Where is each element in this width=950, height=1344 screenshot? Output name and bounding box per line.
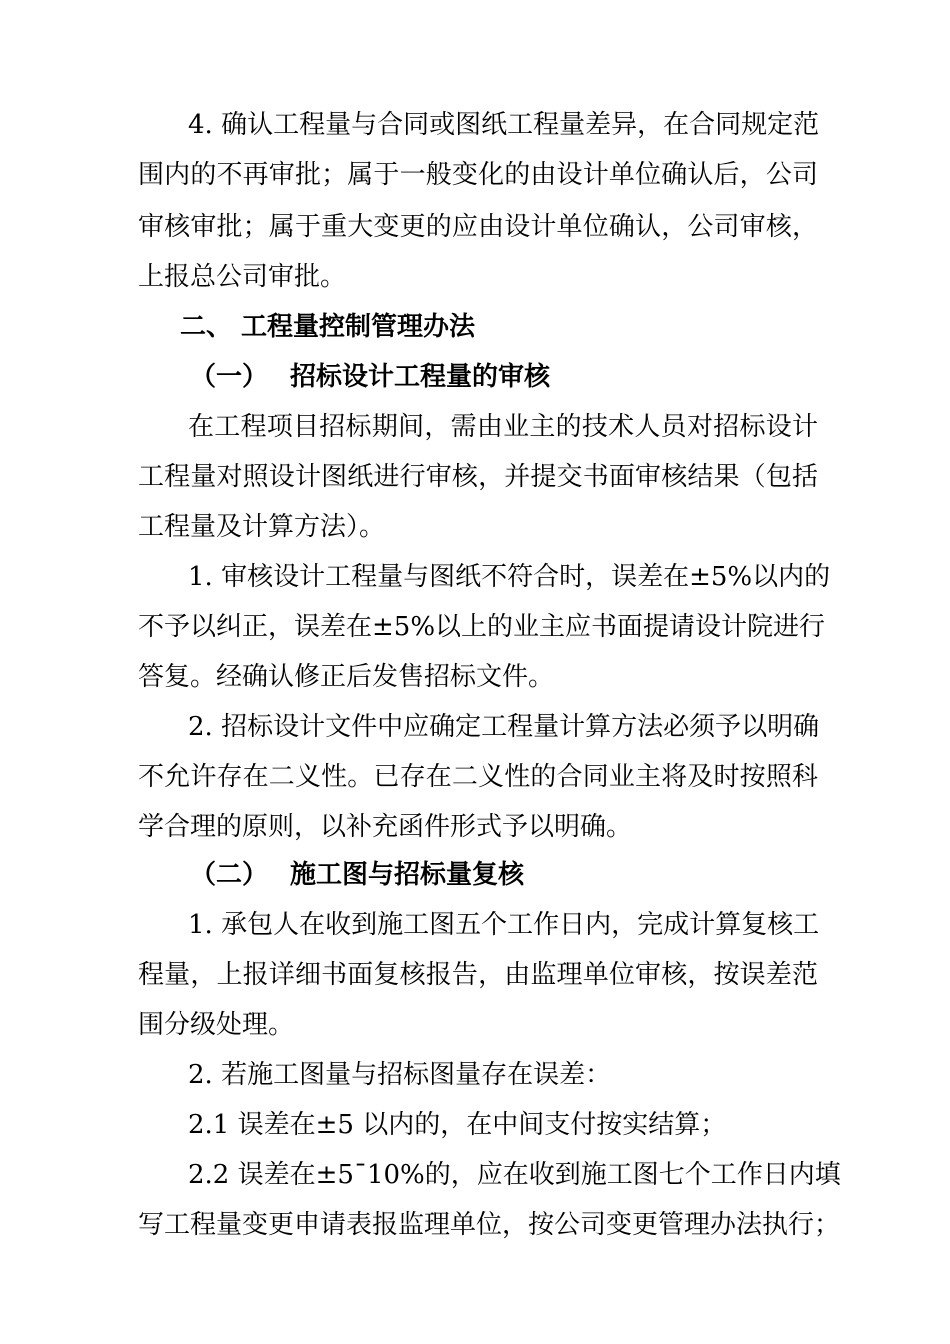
paragraph-line: 程量，上报详细书面复核报告，由监理单位审核，按误差范: [138, 960, 818, 990]
paragraph-line: 审核审批；属于重大变更的应由设计单位确认，公司审核，: [138, 212, 818, 242]
section-heading: 二、 工程量控制管理办法: [180, 312, 476, 342]
subsection-heading: （二） 施工图与招标量复核: [190, 860, 525, 890]
paragraph-line: 不予以纠正，误差在±5%以上的业主应书面提请设计院进行: [138, 612, 826, 642]
paragraph-line: 工程量及计算方法）。: [138, 512, 386, 542]
paragraph-line: 不允许存在二义性。已存在二义性的合同业主将及时按照科: [138, 762, 818, 792]
paragraph-line: 1. 承包人在收到施工图五个工作日内，完成计算复核工: [188, 910, 820, 940]
paragraph-line: 2.2 误差在±5¯10%的，应在收到施工图七个工作日内填: [188, 1160, 841, 1190]
paragraph-line: 在工程项目招标期间，需由业主的技术人员对招标设计: [188, 412, 818, 442]
paragraph-line: 围分级处理。: [138, 1010, 295, 1040]
paragraph-line: 2. 招标设计文件中应确定工程量计算方法必须予以明确: [188, 712, 820, 742]
paragraph-line: 2. 若施工图量与招标图量存在误差：: [188, 1060, 612, 1090]
subsection-heading: （一） 招标设计工程量的审核: [190, 362, 551, 392]
paragraph-line: 上报总公司审批。: [138, 262, 347, 292]
paragraph-line: 工程量对照设计图纸进行审核，并提交书面审核结果（包括: [138, 462, 818, 492]
paragraph-line: 1. 审核设计工程量与图纸不符合时，误差在±5%以内的: [188, 562, 831, 592]
paragraph-line: 4. 确认工程量与合同或图纸工程量差异，在合同规定范: [188, 110, 820, 140]
paragraph-line: 2.1 误差在±5 以内的，在中间支付按实结算；: [188, 1110, 727, 1140]
paragraph-line: 围内的不再审批；属于一般变化的由设计单位确认后，公司: [138, 160, 818, 190]
paragraph-line: 学合理的原则，以补充函件形式予以明确。: [138, 812, 633, 842]
paragraph-line: 答复。经确认修正后发售招标文件。: [138, 662, 555, 692]
paragraph-line: 写工程量变更申请表报监理单位，按公司变更管理办法执行；: [138, 1210, 841, 1240]
